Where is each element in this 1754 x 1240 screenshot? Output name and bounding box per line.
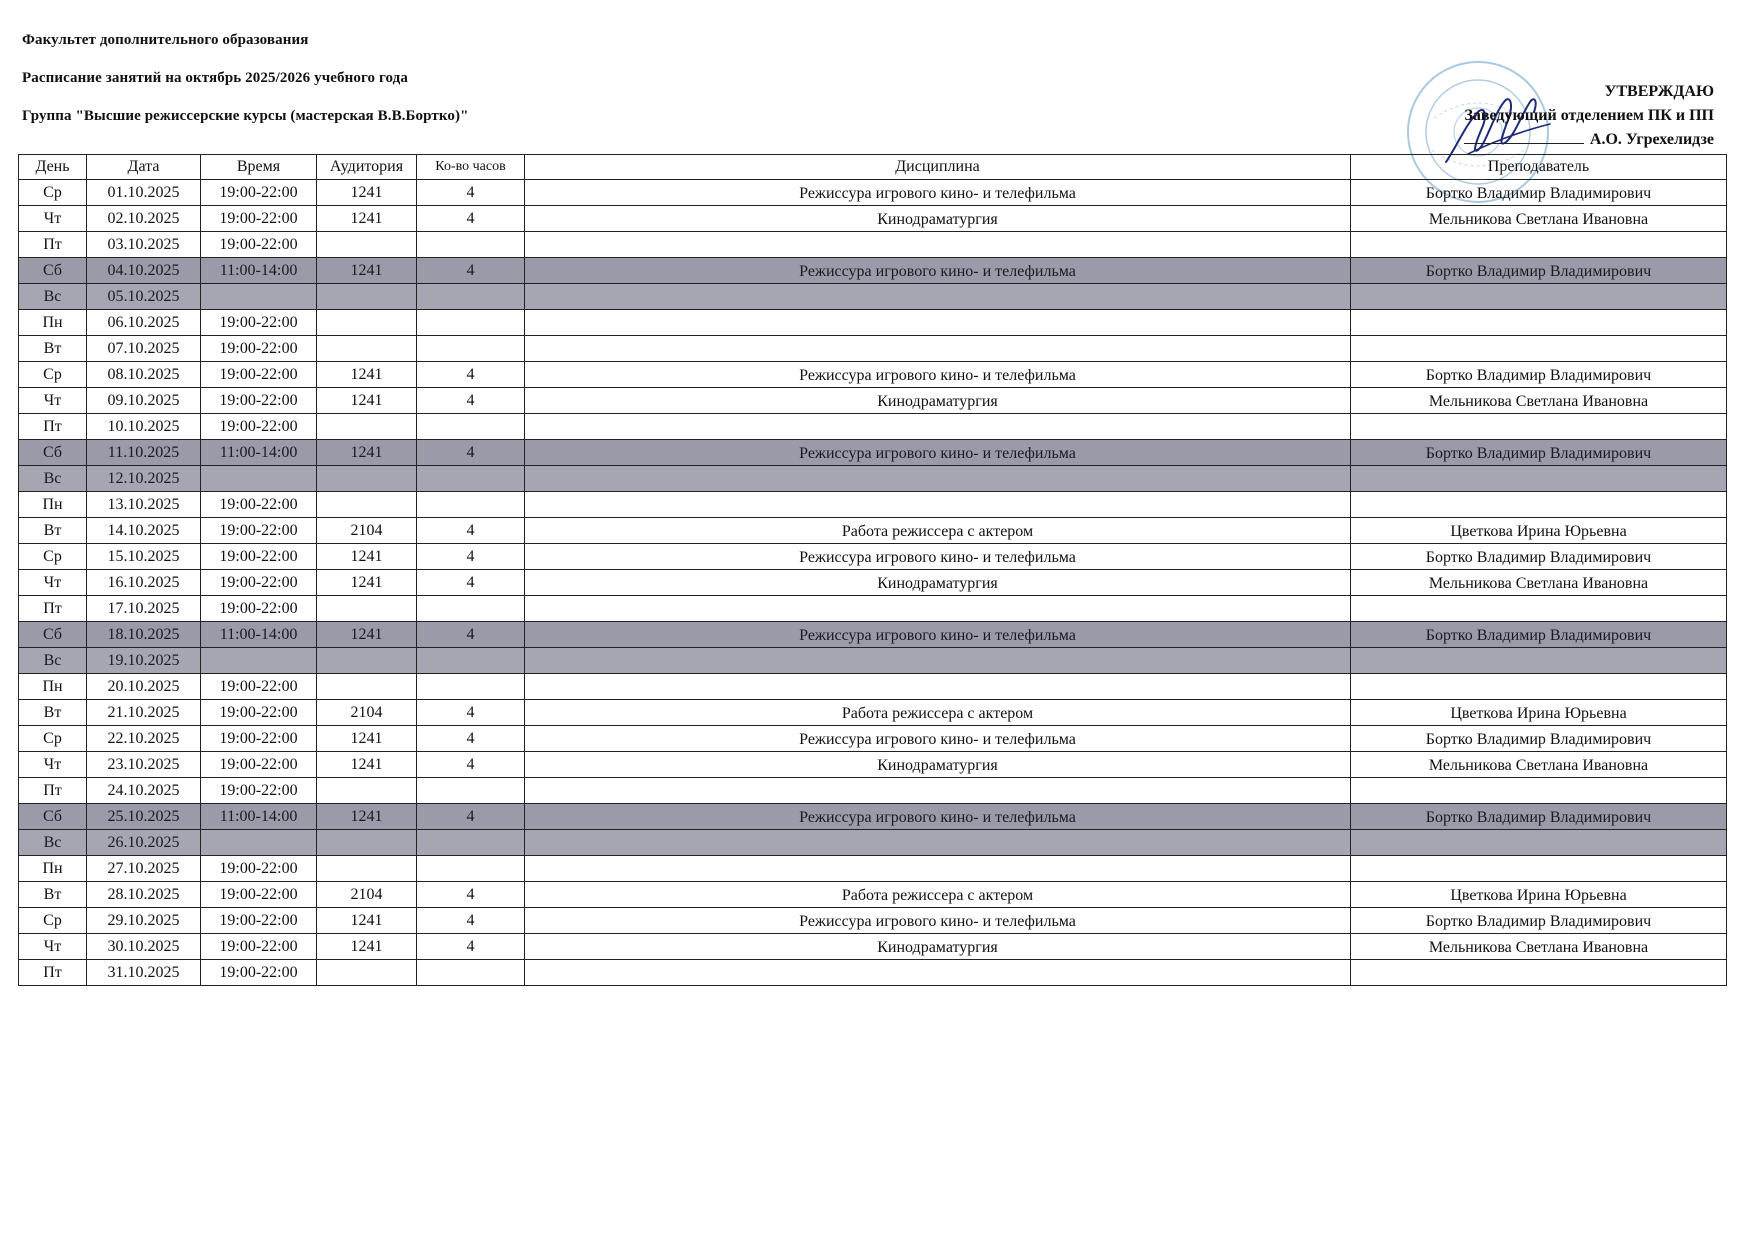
table-row (19, 232, 1727, 258)
cell-day: Вс (19, 648, 87, 674)
column-header-hours: Ко-во часов (417, 155, 525, 180)
cell-day: Чт (19, 570, 87, 596)
cell-discipline: Режиссура игрового кино- и телефильма (525, 440, 1351, 466)
cell-date: 03.10.2025 (87, 232, 201, 258)
cell-date: 19.10.2025 (87, 648, 201, 674)
cell-date: 04.10.2025 (87, 258, 201, 284)
table-header-row (19, 155, 1727, 180)
cell-teacher (1351, 466, 1727, 492)
cell-date: 08.10.2025 (87, 362, 201, 388)
cell-time: 19:00-22:00 (201, 180, 317, 206)
table-row (19, 310, 1727, 336)
table-row (19, 778, 1727, 804)
table-row (19, 804, 1727, 830)
cell-time: 19:00-22:00 (201, 492, 317, 518)
cell-discipline: Работа режиссера с актером (525, 518, 1351, 544)
cell-date: 06.10.2025 (87, 310, 201, 336)
cell-date: 30.10.2025 (87, 934, 201, 960)
cell-discipline: Режиссура игрового кино- и телефильма (525, 362, 1351, 388)
cell-discipline: Работа режиссера с актером (525, 882, 1351, 908)
cell-room: 2104 (317, 518, 417, 544)
cell-time: 19:00-22:00 (201, 362, 317, 388)
table-row (19, 622, 1727, 648)
cell-time: 19:00-22:00 (201, 856, 317, 882)
approval-signer (1464, 128, 1714, 152)
table-row (19, 960, 1727, 986)
cell-room: 1241 (317, 934, 417, 960)
approval-position: Заведующий отделением ПК и ПП (1464, 107, 1714, 124)
cell-room: 1241 (317, 180, 417, 206)
cell-time: 19:00-22:00 (201, 908, 317, 934)
cell-discipline (525, 830, 1351, 856)
cell-hours: 4 (417, 570, 525, 596)
cell-date: 15.10.2025 (87, 544, 201, 570)
cell-hours (417, 778, 525, 804)
cell-time: 19:00-22:00 (201, 778, 317, 804)
cell-time: 19:00-22:00 (201, 232, 317, 258)
column-header-teacher: Преподаватель (1351, 155, 1727, 180)
cell-day: Чт (19, 206, 87, 232)
cell-teacher: Бортко Владимир Владимирович (1351, 440, 1727, 466)
cell-date: 23.10.2025 (87, 752, 201, 778)
cell-room (317, 336, 417, 362)
cell-discipline: Режиссура игрового кино- и телефильма (525, 908, 1351, 934)
table-row (19, 596, 1727, 622)
cell-teacher (1351, 284, 1727, 310)
cell-date: 13.10.2025 (87, 492, 201, 518)
cell-date: 05.10.2025 (87, 284, 201, 310)
cell-day: Чт (19, 388, 87, 414)
cell-room: 1241 (317, 206, 417, 232)
cell-time: 19:00-22:00 (201, 206, 317, 232)
cell-day: Вт (19, 336, 87, 362)
schedule-table-body (19, 180, 1727, 986)
cell-day: Чт (19, 934, 87, 960)
cell-date: 29.10.2025 (87, 908, 201, 934)
cell-discipline: Кинодраматургия (525, 206, 1351, 232)
table-row (19, 440, 1727, 466)
cell-room: 1241 (317, 258, 417, 284)
cell-day: Пт (19, 960, 87, 986)
cell-hours: 4 (417, 622, 525, 648)
cell-time: 11:00-14:00 (201, 804, 317, 830)
cell-teacher (1351, 830, 1727, 856)
cell-hours (417, 232, 525, 258)
cell-time: 19:00-22:00 (201, 674, 317, 700)
cell-date: 09.10.2025 (87, 388, 201, 414)
cell-date: 10.10.2025 (87, 414, 201, 440)
cell-discipline: Режиссура игрового кино- и телефильма (525, 180, 1351, 206)
cell-room: 1241 (317, 908, 417, 934)
cell-teacher (1351, 856, 1727, 882)
cell-hours: 4 (417, 258, 525, 284)
cell-discipline: Кинодраматургия (525, 752, 1351, 778)
cell-time (201, 830, 317, 856)
cell-day: Пт (19, 596, 87, 622)
cell-day: Пт (19, 778, 87, 804)
schedule-title: Расписание занятий на октябрь 2025/2026 учебного года (22, 70, 408, 86)
cell-discipline (525, 336, 1351, 362)
cell-hours (417, 284, 525, 310)
cell-time (201, 284, 317, 310)
table-row (19, 570, 1727, 596)
cell-day: Пт (19, 414, 87, 440)
cell-room (317, 648, 417, 674)
cell-teacher (1351, 648, 1727, 674)
faculty-title: Факультет дополнительного образования (22, 32, 309, 48)
cell-day: Пт (19, 232, 87, 258)
cell-room: 1241 (317, 570, 417, 596)
cell-date: 12.10.2025 (87, 466, 201, 492)
cell-room (317, 778, 417, 804)
table-row (19, 388, 1727, 414)
cell-hours (417, 336, 525, 362)
cell-hours: 4 (417, 726, 525, 752)
table-row (19, 362, 1727, 388)
cell-day: Сб (19, 440, 87, 466)
cell-hours (417, 414, 525, 440)
cell-time: 19:00-22:00 (201, 726, 317, 752)
table-row (19, 518, 1727, 544)
approval-signer-name: А.О. Угрехелидзе (1589, 131, 1714, 148)
cell-discipline (525, 232, 1351, 258)
cell-teacher (1351, 778, 1727, 804)
cell-hours (417, 466, 525, 492)
cell-room (317, 414, 417, 440)
cell-discipline: Режиссура игрового кино- и телефильма (525, 622, 1351, 648)
cell-day: Чт (19, 752, 87, 778)
cell-teacher (1351, 414, 1727, 440)
table-row (19, 882, 1727, 908)
cell-room (317, 232, 417, 258)
cell-date: 02.10.2025 (87, 206, 201, 232)
cell-discipline: Кинодраматургия (525, 934, 1351, 960)
cell-discipline (525, 856, 1351, 882)
cell-day: Сб (19, 622, 87, 648)
cell-date: 20.10.2025 (87, 674, 201, 700)
cell-hours: 4 (417, 908, 525, 934)
cell-hours: 4 (417, 388, 525, 414)
cell-teacher: Мельникова Светлана Ивановна (1351, 752, 1727, 778)
table-row (19, 466, 1727, 492)
cell-date: 14.10.2025 (87, 518, 201, 544)
cell-date: 11.10.2025 (87, 440, 201, 466)
column-header-day: День (19, 155, 87, 180)
cell-teacher: Бортко Владимир Владимирович (1351, 362, 1727, 388)
cell-teacher: Бортко Владимир Владимирович (1351, 258, 1727, 284)
cell-hours: 4 (417, 544, 525, 570)
cell-hours (417, 492, 525, 518)
cell-time: 19:00-22:00 (201, 570, 317, 596)
table-row (19, 180, 1727, 206)
group-title: Группа "Высшие режиссерские курсы (мастерская В.В.Бортко)" (22, 108, 469, 124)
cell-room (317, 960, 417, 986)
cell-room (317, 830, 417, 856)
cell-teacher: Бортко Владимир Владимирович (1351, 804, 1727, 830)
cell-teacher: Бортко Владимир Владимирович (1351, 180, 1727, 206)
table-row (19, 414, 1727, 440)
cell-room: 1241 (317, 726, 417, 752)
cell-date: 22.10.2025 (87, 726, 201, 752)
cell-time: 19:00-22:00 (201, 414, 317, 440)
cell-teacher: Бортко Владимир Владимирович (1351, 544, 1727, 570)
cell-time: 19:00-22:00 (201, 882, 317, 908)
cell-day: Сб (19, 258, 87, 284)
table-row (19, 258, 1727, 284)
cell-date: 31.10.2025 (87, 960, 201, 986)
cell-teacher (1351, 336, 1727, 362)
cell-time: 19:00-22:00 (201, 596, 317, 622)
cell-room: 2104 (317, 700, 417, 726)
cell-teacher (1351, 492, 1727, 518)
cell-discipline (525, 648, 1351, 674)
cell-time: 19:00-22:00 (201, 388, 317, 414)
cell-teacher (1351, 674, 1727, 700)
cell-date: 16.10.2025 (87, 570, 201, 596)
cell-teacher (1351, 310, 1727, 336)
cell-day: Пн (19, 674, 87, 700)
cell-time: 11:00-14:00 (201, 258, 317, 284)
cell-teacher (1351, 960, 1727, 986)
cell-day: Ср (19, 544, 87, 570)
cell-hours (417, 674, 525, 700)
cell-room (317, 284, 417, 310)
cell-discipline: Режиссура игрового кино- и телефильма (525, 804, 1351, 830)
cell-room (317, 856, 417, 882)
table-row (19, 934, 1727, 960)
cell-discipline (525, 778, 1351, 804)
cell-day: Ср (19, 908, 87, 934)
table-row (19, 752, 1727, 778)
cell-time (201, 466, 317, 492)
cell-day: Вт (19, 700, 87, 726)
cell-day: Вт (19, 518, 87, 544)
cell-day: Вс (19, 466, 87, 492)
cell-hours: 4 (417, 440, 525, 466)
cell-time: 19:00-22:00 (201, 336, 317, 362)
cell-day: Пн (19, 310, 87, 336)
cell-room (317, 674, 417, 700)
cell-time: 19:00-22:00 (201, 934, 317, 960)
cell-room: 2104 (317, 882, 417, 908)
cell-discipline (525, 492, 1351, 518)
cell-hours: 4 (417, 804, 525, 830)
cell-time: 19:00-22:00 (201, 544, 317, 570)
cell-day: Вс (19, 830, 87, 856)
cell-teacher: Мельникова Светлана Ивановна (1351, 934, 1727, 960)
schedule-table (18, 154, 1727, 986)
cell-teacher: Мельникова Светлана Ивановна (1351, 388, 1727, 414)
cell-room: 1241 (317, 362, 417, 388)
table-row (19, 206, 1727, 232)
cell-discipline (525, 284, 1351, 310)
cell-discipline (525, 674, 1351, 700)
cell-day: Вт (19, 882, 87, 908)
cell-time (201, 648, 317, 674)
table-row (19, 908, 1727, 934)
cell-discipline (525, 414, 1351, 440)
cell-room: 1241 (317, 804, 417, 830)
cell-day: Ср (19, 180, 87, 206)
cell-room: 1241 (317, 622, 417, 648)
signature-line (1464, 143, 1584, 144)
cell-date: 25.10.2025 (87, 804, 201, 830)
cell-room: 1241 (317, 440, 417, 466)
cell-day: Сб (19, 804, 87, 830)
cell-hours: 4 (417, 206, 525, 232)
cell-discipline: Кинодраматургия (525, 388, 1351, 414)
column-header-time: Время (201, 155, 317, 180)
cell-discipline (525, 960, 1351, 986)
cell-teacher: Бортко Владимир Владимирович (1351, 908, 1727, 934)
cell-discipline: Режиссура игрового кино- и телефильма (525, 544, 1351, 570)
cell-teacher: Цветкова Ирина Юрьевна (1351, 700, 1727, 726)
cell-date: 18.10.2025 (87, 622, 201, 648)
table-row (19, 492, 1727, 518)
column-header-discipline: Дисциплина (525, 155, 1351, 180)
cell-time: 19:00-22:00 (201, 310, 317, 336)
cell-time: 19:00-22:00 (201, 960, 317, 986)
cell-teacher (1351, 232, 1727, 258)
cell-date: 07.10.2025 (87, 336, 201, 362)
table-row (19, 856, 1727, 882)
table-row (19, 674, 1727, 700)
cell-time: 19:00-22:00 (201, 752, 317, 778)
cell-hours (417, 830, 525, 856)
cell-discipline (525, 310, 1351, 336)
cell-hours: 4 (417, 700, 525, 726)
cell-hours: 4 (417, 752, 525, 778)
approval-block (1464, 80, 1714, 152)
cell-teacher: Мельникова Светлана Ивановна (1351, 206, 1727, 232)
cell-discipline: Кинодраматургия (525, 570, 1351, 596)
cell-discipline: Режиссура игрового кино- и телефильма (525, 258, 1351, 284)
table-row (19, 284, 1727, 310)
cell-teacher: Цветкова Ирина Юрьевна (1351, 518, 1727, 544)
cell-time: 19:00-22:00 (201, 700, 317, 726)
cell-day: Ср (19, 362, 87, 388)
cell-teacher: Бортко Владимир Владимирович (1351, 622, 1727, 648)
table-row (19, 726, 1727, 752)
table-row (19, 648, 1727, 674)
cell-hours (417, 596, 525, 622)
cell-discipline (525, 596, 1351, 622)
cell-discipline: Работа режиссера с актером (525, 700, 1351, 726)
cell-date: 27.10.2025 (87, 856, 201, 882)
cell-room: 1241 (317, 544, 417, 570)
cell-hours (417, 856, 525, 882)
cell-hours: 4 (417, 518, 525, 544)
cell-room (317, 310, 417, 336)
cell-day: Пн (19, 856, 87, 882)
cell-room: 1241 (317, 388, 417, 414)
cell-discipline (525, 466, 1351, 492)
cell-teacher: Бортко Владимир Владимирович (1351, 726, 1727, 752)
cell-date: 24.10.2025 (87, 778, 201, 804)
cell-room (317, 596, 417, 622)
cell-hours (417, 648, 525, 674)
cell-teacher (1351, 596, 1727, 622)
table-row (19, 336, 1727, 362)
cell-date: 26.10.2025 (87, 830, 201, 856)
cell-teacher: Цветкова Ирина Юрьевна (1351, 882, 1727, 908)
cell-date: 21.10.2025 (87, 700, 201, 726)
cell-hours: 4 (417, 934, 525, 960)
cell-room (317, 492, 417, 518)
cell-discipline: Режиссура игрового кино- и телефильма (525, 726, 1351, 752)
cell-day: Вс (19, 284, 87, 310)
cell-hours: 4 (417, 882, 525, 908)
cell-room (317, 466, 417, 492)
cell-date: 17.10.2025 (87, 596, 201, 622)
cell-time: 19:00-22:00 (201, 518, 317, 544)
cell-room: 1241 (317, 752, 417, 778)
table-row (19, 830, 1727, 856)
cell-day: Пн (19, 492, 87, 518)
column-header-date: Дата (87, 155, 201, 180)
cell-teacher: Мельникова Светлана Ивановна (1351, 570, 1727, 596)
cell-hours (417, 310, 525, 336)
table-row (19, 700, 1727, 726)
cell-day: Ср (19, 726, 87, 752)
table-row (19, 544, 1727, 570)
cell-time: 11:00-14:00 (201, 440, 317, 466)
cell-date: 01.10.2025 (87, 180, 201, 206)
cell-date: 28.10.2025 (87, 882, 201, 908)
approval-heading: УТВЕРЖДАЮ (1604, 83, 1714, 100)
cell-time: 11:00-14:00 (201, 622, 317, 648)
cell-hours: 4 (417, 180, 525, 206)
column-header-room: Аудитория (317, 155, 417, 180)
cell-hours: 4 (417, 362, 525, 388)
cell-hours (417, 960, 525, 986)
